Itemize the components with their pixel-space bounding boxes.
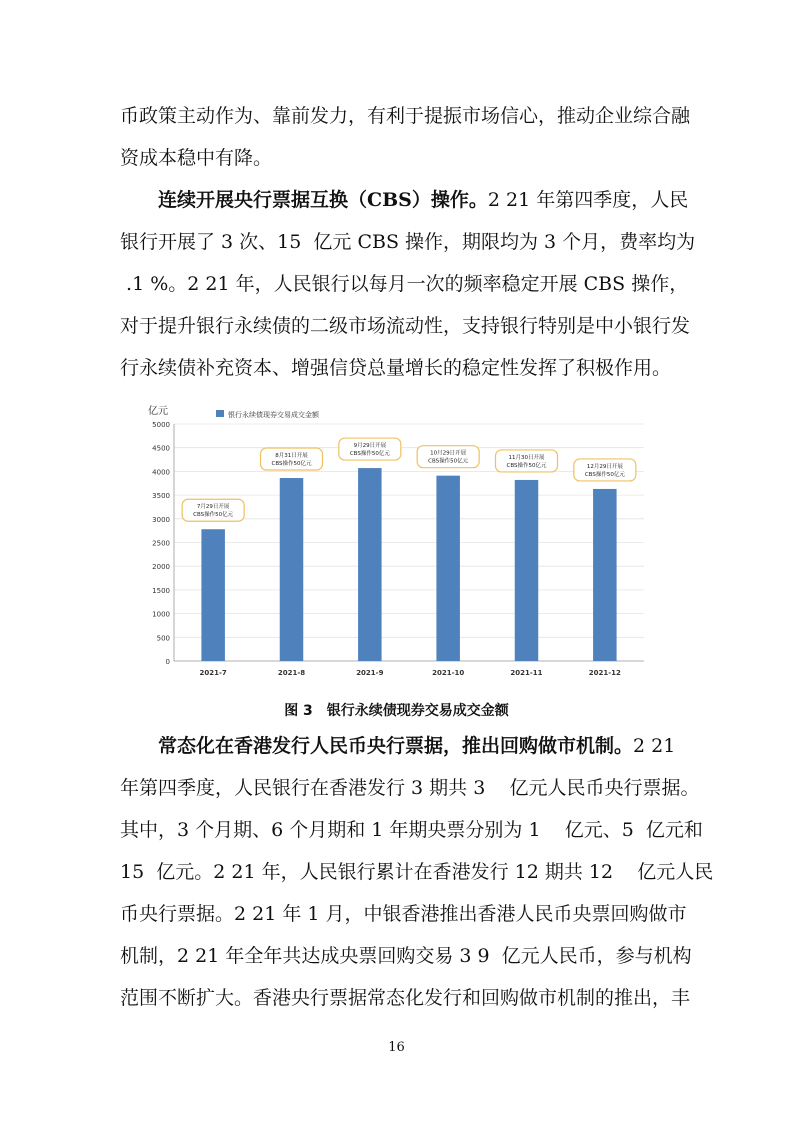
y-tick-label: 3500: [152, 492, 170, 501]
annotation-text: CBS操作50亿元: [506, 462, 547, 469]
annotation-text: 10月29日开展: [430, 450, 467, 457]
legend-label: 银行永续债现券交易成交金额: [228, 411, 319, 419]
y-tick-label: 5000: [152, 421, 170, 429]
body-text-line: 银行开展了 3 次、15 亿元 CBS 操作，期限均为 3 个月，费率均为: [120, 231, 696, 253]
body-text-line: 机制，2 21 年全年共达成央票回购交易 3 9 亿元人民币，参与机构: [120, 945, 692, 967]
y-tick-label: 4000: [152, 468, 170, 477]
annotation-text: 7月29日开展: [196, 504, 230, 511]
body-text-line: .1 %。2 21 年，人民银行以每月一次的频率稳定开展 CBS 操作，: [120, 273, 689, 295]
body-text-line: 年第四季度，人民银行在香港发行 3 期共 3 亿元人民币央行票据。: [120, 777, 700, 799]
body-text-line: 币央行票据。2 21 年 1 月，中银香港推出香港人民币央票回购做市: [120, 903, 687, 925]
y-tick-label: 3000: [152, 515, 170, 524]
paragraph-2-first-line: [158, 188, 688, 212]
body-text-line: 对于提升银行永续债的二级市场流动性，支持银行特别是中小银行发: [120, 315, 691, 337]
body-text: 2 21: [633, 735, 676, 757]
body-text-line: 15 亿元。2 21 年，人民银行累计在香港发行 12 期共 12 亿元人民: [120, 861, 714, 883]
body-text-line: 行永续债补充资本、增强信贷总量增长的稳定性发挥了积极作用。: [120, 357, 672, 379]
x-tick-label: 2021-9: [356, 669, 384, 677]
bar: [515, 480, 539, 661]
paragraph-3-first-line: [158, 734, 675, 758]
y-tick-label: 4500: [152, 444, 170, 453]
annotation-text: 11月30日开展: [508, 454, 545, 461]
y-tick-label: 1000: [152, 610, 170, 619]
bar: [280, 478, 304, 661]
y-tick-label: 500: [156, 634, 170, 643]
figure-caption: 图 3 银行永续债现券交易成交金额: [284, 703, 509, 719]
page-number: 16: [388, 1040, 405, 1055]
x-tick-label: 2021-11: [510, 669, 543, 677]
body-text-line: 其中，3 个月期、6 个月期和 1 年期央票分别为 1 亿元、5 亿元和: [120, 819, 703, 841]
y-tick-label: 2000: [152, 563, 170, 572]
x-tick-label: 2021-12: [588, 669, 621, 677]
annotation-text: CBS操作50亿元: [349, 451, 390, 458]
legend-swatch: [216, 410, 224, 417]
paragraph-heading: 常态化在香港发行人民币央行票据，推出回购做市机制。: [158, 735, 634, 757]
x-tick-label: 2021-8: [277, 669, 306, 677]
annotation-text: CBS操作50亿元: [584, 471, 625, 478]
body-text: 2 21 年第四季度，人民: [487, 189, 689, 211]
y-tick-label: 1500: [152, 586, 170, 595]
bar: [358, 468, 382, 661]
annotation-text: CBS操作50亿元: [193, 512, 234, 519]
annotation-text: 9月29日开展: [353, 443, 387, 450]
bar: [436, 476, 460, 661]
bar: [593, 489, 617, 661]
bar-chart: [144, 396, 649, 686]
y-tick-label: 2500: [152, 539, 170, 548]
annotation-text: CBS操作50亿元: [428, 458, 469, 465]
x-tick-label: 2021-7: [199, 669, 227, 677]
y-axis-label: 亿元: [148, 406, 168, 417]
x-tick-label: 2021-10: [432, 669, 465, 677]
annotation-text: 12月29日开展: [586, 463, 623, 470]
bar: [201, 529, 225, 661]
paragraph-heading: 连续开展央行票据互换（CBS）操作。: [158, 189, 488, 211]
annotation-text: CBS操作50亿元: [271, 461, 312, 468]
body-text-line: 范围不断扩大。香港央行票据常态化发行和回购做市机制的推出，丰: [120, 987, 691, 1009]
annotation-text: 8月31日开展: [275, 453, 308, 460]
body-text-line: 资成本稳中有降。: [120, 147, 273, 169]
y-tick-label: 0: [165, 658, 170, 666]
body-text-line: 币政策主动作为、靠前发力，有利于提振市场信心，推动企业综合融: [120, 105, 691, 127]
